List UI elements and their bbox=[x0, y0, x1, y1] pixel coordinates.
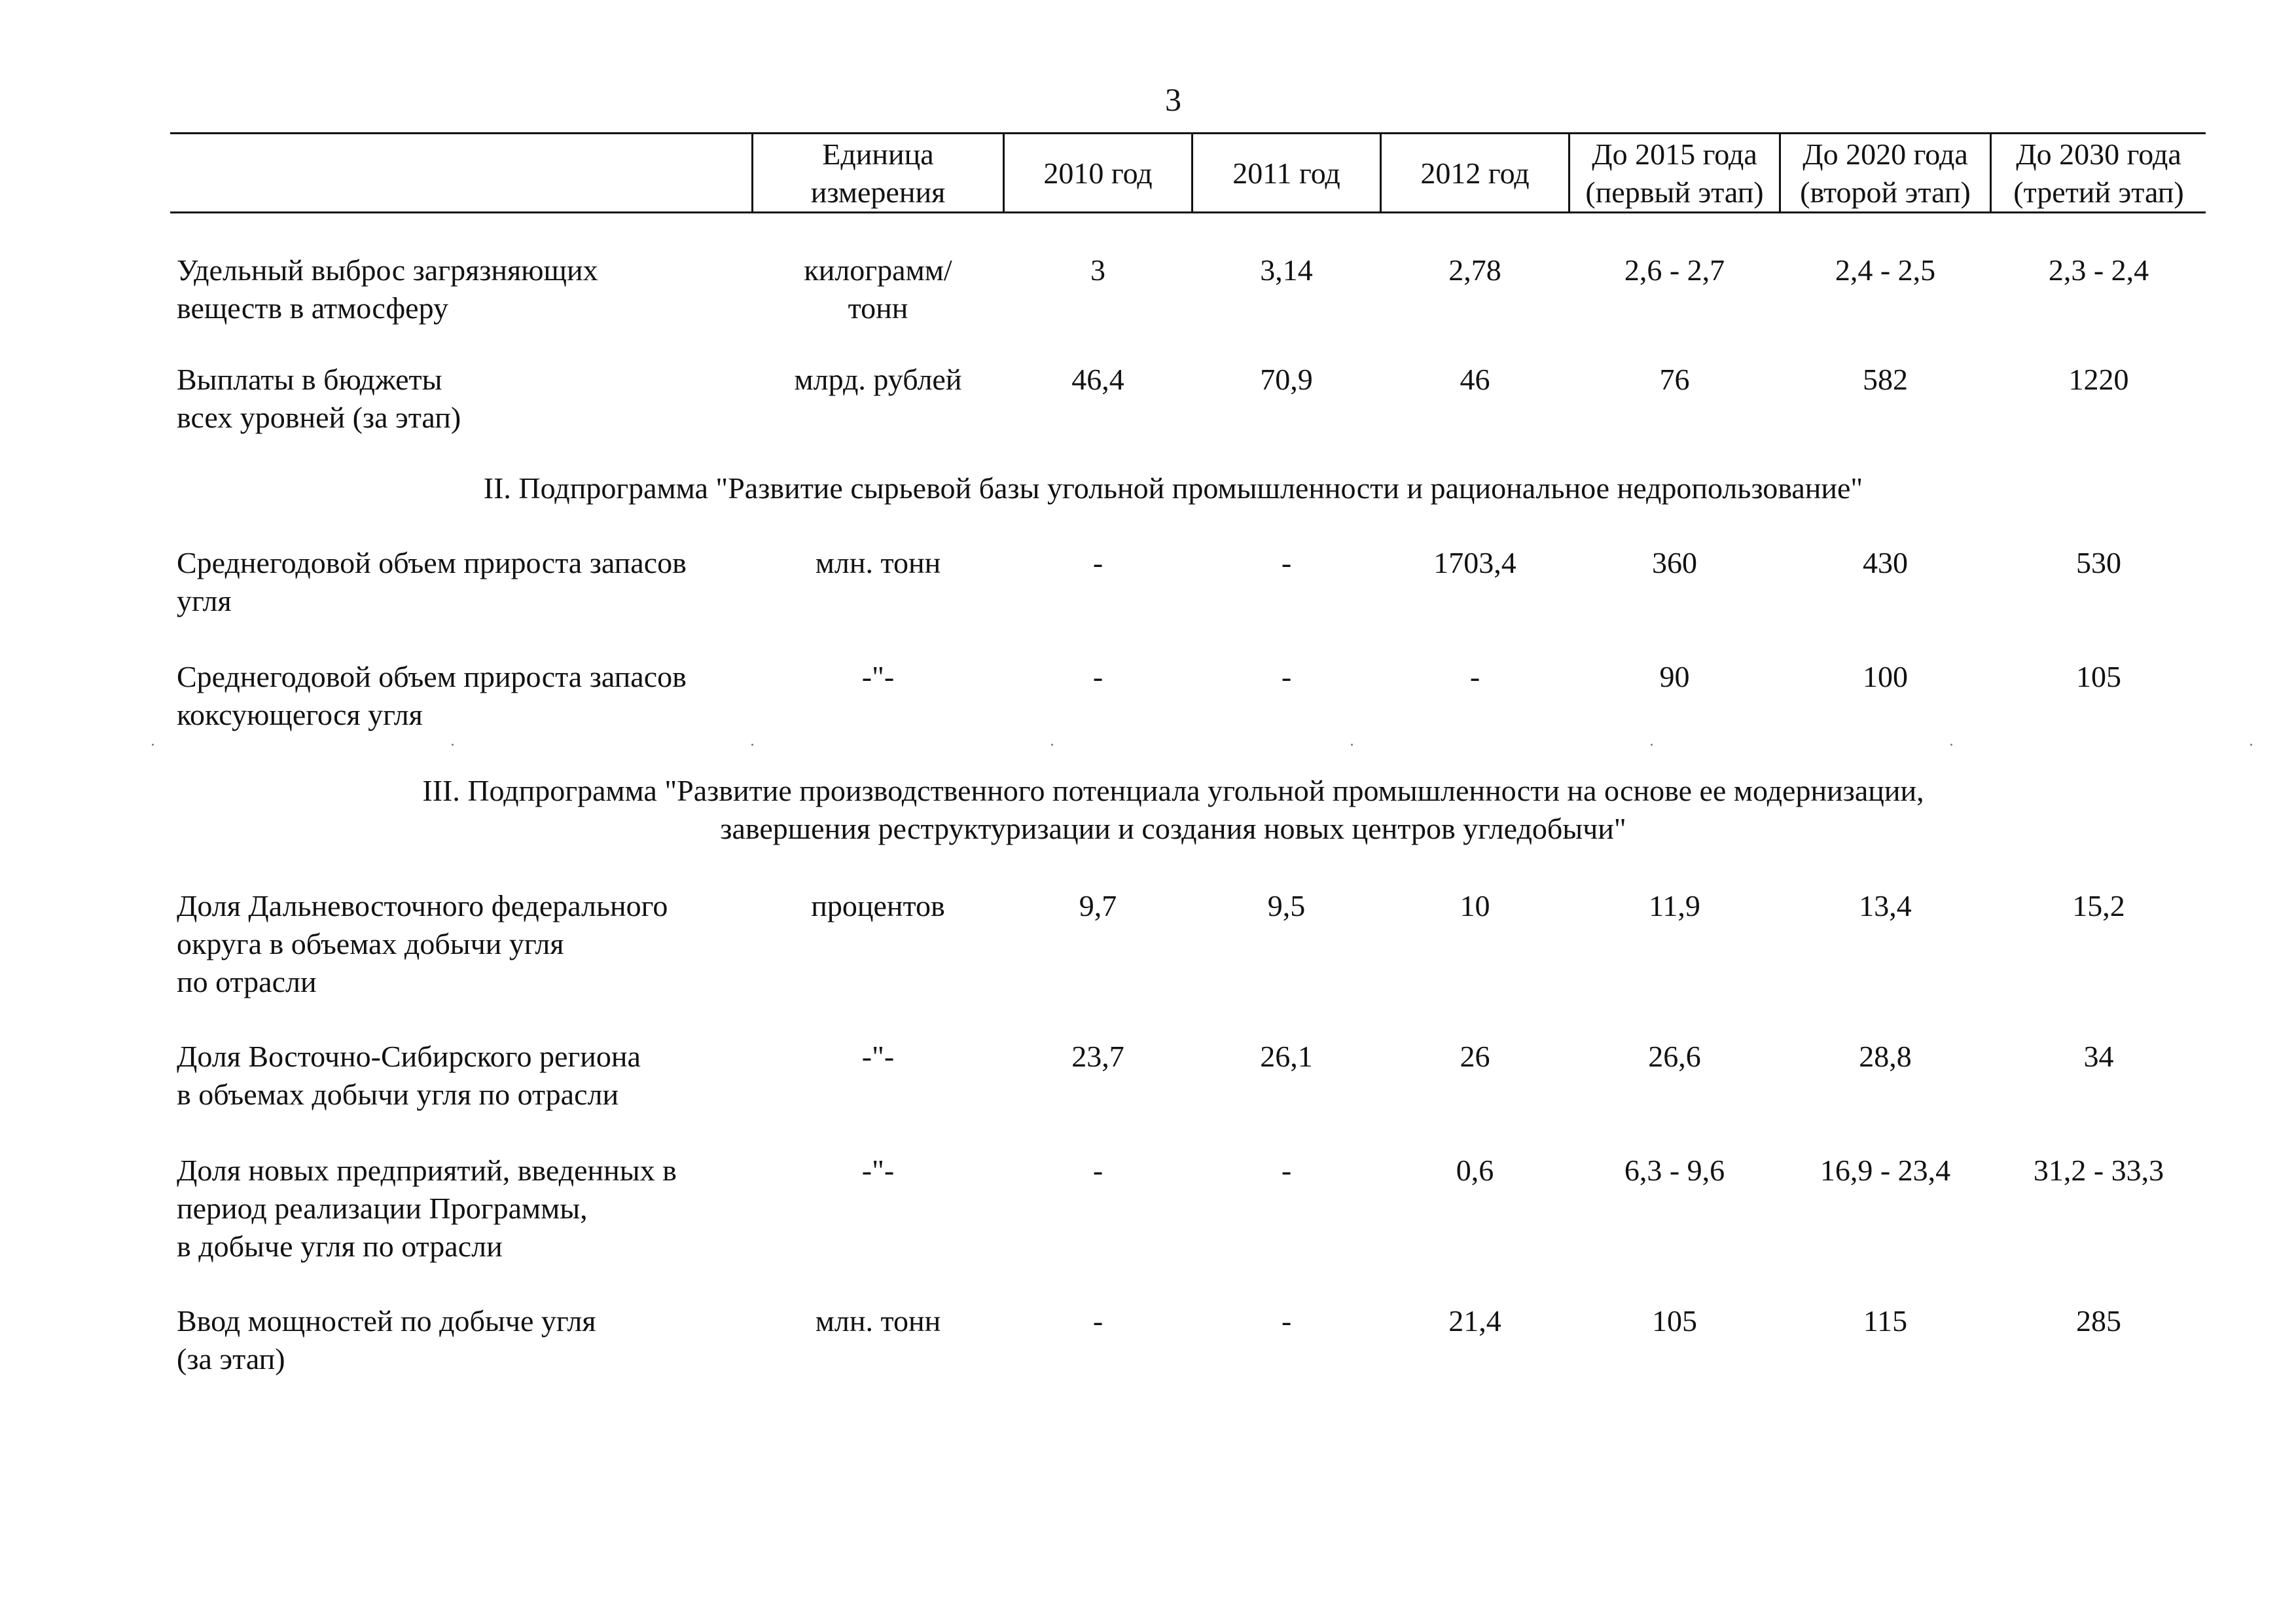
value-2015: 105 bbox=[1652, 1304, 1697, 1338]
row-label bbox=[177, 887, 668, 1001]
scan-dot bbox=[1351, 744, 1353, 746]
scan-dot bbox=[452, 744, 454, 746]
scan-dot bbox=[751, 744, 753, 746]
header-2020-line-1: До 2020 года bbox=[1803, 137, 1968, 171]
row-label bbox=[177, 361, 461, 437]
value-2015: 26,6 bbox=[1648, 1040, 1701, 1073]
page-number: 3 bbox=[1165, 81, 1181, 118]
scan-dot bbox=[1950, 744, 1952, 746]
row-label bbox=[177, 251, 598, 327]
row-label-line: всех уровней (за этап) bbox=[177, 401, 461, 434]
value-2020: 13,4 bbox=[1859, 889, 1912, 922]
value-2012: 2,78 bbox=[1448, 253, 1501, 287]
value-2015: 90 bbox=[1659, 660, 1690, 693]
value-2015: 11,9 bbox=[1649, 889, 1700, 922]
row-label bbox=[177, 1152, 677, 1266]
header-2010 bbox=[1005, 135, 1191, 212]
row-unit bbox=[753, 1038, 1003, 1076]
header-unit-line-2: измерения bbox=[810, 175, 946, 209]
row-unit-line: млн. тонн bbox=[815, 1304, 941, 1338]
value-2015: 76 bbox=[1659, 363, 1690, 396]
row-label-line: Среднегодовой объем прироста запасов bbox=[177, 660, 687, 693]
row-label-line: Доля Дальневосточного федерального bbox=[177, 889, 668, 922]
header-2012-text: 2012 год bbox=[1420, 156, 1530, 190]
row-unit bbox=[753, 361, 1003, 399]
row-label-line: (за этап) bbox=[177, 1342, 285, 1376]
value-2011: - bbox=[1281, 1154, 1292, 1187]
header-2030-line-2: (третий этап) bbox=[2013, 175, 2184, 209]
header-2015 bbox=[1570, 135, 1779, 212]
value-2011: 9,5 bbox=[1267, 889, 1306, 922]
value-2030: 34 bbox=[2083, 1040, 2114, 1073]
value-2012: 1703,4 bbox=[1433, 546, 1516, 579]
value-2012: 21,4 bbox=[1448, 1304, 1501, 1338]
value-2030: 31,2 - 33,3 bbox=[2033, 1154, 2164, 1187]
value-2012: 26 bbox=[1460, 1040, 1490, 1073]
section-title-line: завершения реструктуризации и создания новых центров угледобычи" bbox=[720, 812, 1626, 845]
header-2015-line-2: (первый этап) bbox=[1585, 175, 1764, 209]
row-label-line: Доля новых предприятий, введенных в bbox=[177, 1154, 677, 1187]
row-unit-line: процентов bbox=[811, 889, 945, 922]
value-2011: - bbox=[1281, 660, 1292, 693]
row-unit-line: млрд. рублей bbox=[794, 363, 962, 396]
row-unit-line: тонн bbox=[848, 291, 908, 325]
scan-dot bbox=[1651, 744, 1653, 746]
header-2011-text: 2011 год bbox=[1232, 156, 1340, 190]
value-2012: - bbox=[1469, 660, 1480, 693]
row-label-line: период реализации Программы, bbox=[177, 1192, 588, 1225]
value-2010: 3 bbox=[1090, 253, 1105, 287]
row-unit bbox=[753, 1152, 1003, 1190]
row-label-line: Выплаты в бюджеты bbox=[177, 363, 442, 396]
value-2010: - bbox=[1092, 1154, 1103, 1187]
header-2015-line-1: До 2015 года bbox=[1592, 137, 1757, 171]
row-label-line: в объемах добычи угля по отрасли bbox=[177, 1078, 619, 1111]
value-2011: - bbox=[1281, 1304, 1292, 1338]
row-unit-line: -"- bbox=[861, 1040, 895, 1073]
scan-dot bbox=[1051, 744, 1053, 746]
value-2030: 2,3 - 2,4 bbox=[2048, 253, 2149, 287]
row-label bbox=[177, 1038, 641, 1114]
row-unit bbox=[753, 251, 1003, 327]
row-label-line: веществ в атмосферу bbox=[177, 291, 448, 325]
header-unit bbox=[753, 135, 1003, 212]
value-2012: 10 bbox=[1460, 889, 1490, 922]
row-unit-line: килограмм/ bbox=[804, 253, 952, 287]
value-2030: 530 bbox=[2076, 546, 2121, 579]
value-2030: 1220 bbox=[2068, 363, 2129, 396]
row-label-line: Среднегодовой объем прироста запасов bbox=[177, 546, 687, 579]
row-label-line: коксующегося угля bbox=[177, 698, 423, 731]
header-unit-line-1: Единица bbox=[822, 137, 934, 171]
value-2010: 23,7 bbox=[1071, 1040, 1124, 1073]
value-2011: 70,9 bbox=[1260, 363, 1313, 396]
row-label bbox=[177, 1302, 596, 1378]
value-2020: 430 bbox=[1863, 546, 1908, 579]
value-2012: 46 bbox=[1460, 363, 1490, 396]
value-2015: 6,3 - 9,6 bbox=[1624, 1154, 1725, 1187]
value-2012: 0,6 bbox=[1456, 1154, 1494, 1187]
header-2010-text: 2010 год bbox=[1043, 156, 1153, 190]
row-label-line: Удельный выброс загрязняющих bbox=[177, 253, 598, 287]
row-label-line: Доля Восточно-Сибирского региона bbox=[177, 1040, 641, 1073]
row-unit-line: млн. тонн bbox=[815, 546, 941, 579]
header-2012 bbox=[1382, 135, 1568, 212]
value-2011: 26,1 bbox=[1260, 1040, 1313, 1073]
scan-dot bbox=[152, 744, 154, 746]
row-label-line: Ввод мощностей по добыче угля bbox=[177, 1304, 596, 1338]
value-2010: - bbox=[1092, 1304, 1103, 1338]
value-2020: 2,4 - 2,5 bbox=[1835, 253, 1936, 287]
row-label-line: в добыче угля по отрасли bbox=[177, 1230, 503, 1263]
value-2010: 46,4 bbox=[1071, 363, 1124, 396]
section-title-line: III. Подпрограмма "Развитие производственного потенциала угольной промышленности на основе ее модернизации, bbox=[422, 774, 1924, 807]
row-unit-line: -"- bbox=[861, 660, 895, 693]
row-label-line: по отрасли bbox=[177, 965, 317, 998]
value-2010: - bbox=[1092, 546, 1103, 579]
value-2011: - bbox=[1281, 546, 1292, 579]
section-title-ii bbox=[0, 469, 2296, 507]
row-label bbox=[177, 544, 687, 620]
row-unit-line: -"- bbox=[861, 1154, 895, 1187]
header-2030 bbox=[1992, 135, 2206, 212]
value-2030: 285 bbox=[2076, 1304, 2121, 1338]
section-title-iii bbox=[0, 772, 2296, 848]
row-unit bbox=[753, 1302, 1003, 1340]
section-title-line: II. Подпрограмма "Развитие сырьевой базы угольной промышленности и рациональное недропользование" bbox=[483, 471, 1863, 505]
value-2020: 16,9 - 23,4 bbox=[1820, 1154, 1951, 1187]
table-header-top-rule bbox=[170, 132, 2206, 134]
row-unit bbox=[753, 658, 1003, 696]
value-2020: 582 bbox=[1863, 363, 1908, 396]
value-2015: 2,6 - 2,7 bbox=[1624, 253, 1725, 287]
header-2011 bbox=[1193, 135, 1380, 212]
row-unit bbox=[753, 887, 1003, 925]
scan-dot bbox=[2250, 744, 2252, 746]
value-2015: 360 bbox=[1652, 546, 1697, 579]
value-2010: 9,7 bbox=[1079, 889, 1117, 922]
header-2020 bbox=[1781, 135, 1990, 212]
row-unit bbox=[753, 544, 1003, 582]
value-2030: 105 bbox=[2076, 660, 2121, 693]
header-2030-line-1: До 2030 года bbox=[2016, 137, 2181, 171]
row-label-line: угля bbox=[177, 584, 232, 617]
value-2010: - bbox=[1092, 660, 1103, 693]
value-2011: 3,14 bbox=[1260, 253, 1313, 287]
value-2020: 100 bbox=[1863, 660, 1908, 693]
header-2020-line-2: (второй этап) bbox=[1800, 175, 1971, 209]
value-2020: 28,8 bbox=[1859, 1040, 1912, 1073]
value-2030: 15,2 bbox=[2072, 889, 2125, 922]
row-label bbox=[177, 658, 687, 734]
value-2020: 115 bbox=[1863, 1304, 1908, 1338]
row-label-line: округа в объемах добычи угля bbox=[177, 927, 564, 960]
